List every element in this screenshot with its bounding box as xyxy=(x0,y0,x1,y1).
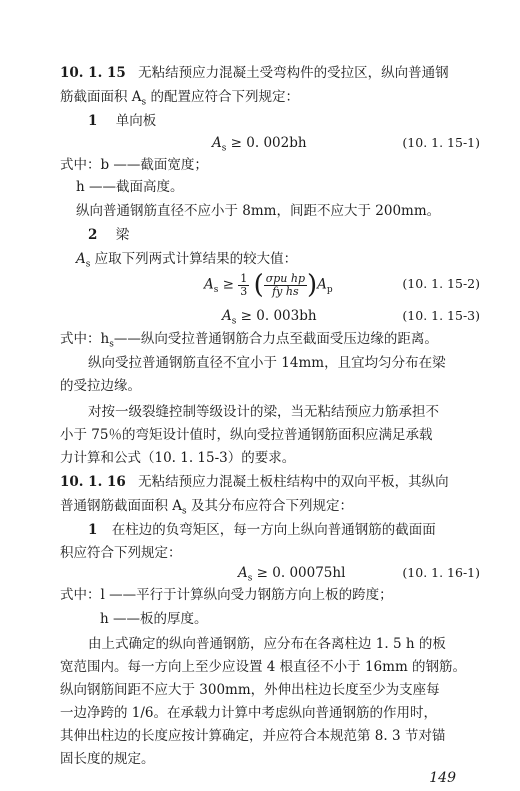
paragraph: 由上式确定的纵向普通钢筋，应分布在各离柱边 1. 5 h 的板 xyxy=(88,636,446,652)
formula-10-1-15-1: $A_s \ge 0$. 002bh xyxy=(212,135,307,154)
section-10-1-15-heading-cont: 筋截面面积 $A_s$ 的配置应符合下列规定： xyxy=(60,89,299,108)
where-h: h ——截面高度。 xyxy=(76,179,184,195)
where-hs: 式中：$h_s——$纵向受拉普通钢筋合力点至截面受压边缘的距离。 xyxy=(60,331,438,350)
paragraph-cont: 小于 75％的弯矩设计值时，纵向受拉普通钢筋面积应满足承载 xyxy=(60,427,433,443)
item-1-slab: 1 单向板 xyxy=(88,113,157,129)
paragraph-cont: 的受拉边缘。 xyxy=(60,378,141,394)
paragraph-cont: 其伸出柱边的长度应按计算确定，并应符合本规范第 8. 3 节对锚 xyxy=(60,728,446,744)
item-1-column-zone-cont: 积应符合下列规定： xyxy=(60,545,182,561)
eq-number: (10. 1. 15-2) xyxy=(402,276,480,291)
formula-10-1-16-1: $A_s \ge 0$. 00075hl xyxy=(238,565,346,584)
eq-number: (10. 1. 15-1) xyxy=(402,135,480,150)
eq-number: (10. 1. 16-1) xyxy=(402,565,480,580)
paragraph-cont: 固长度的规定。 xyxy=(60,751,155,767)
section-10-1-16-heading: 10. 1. 16 无粘结预应力混凝土板柱结构中的双向平板，其纵向 xyxy=(60,474,449,490)
where-b: 式中：b ——截面宽度； xyxy=(60,157,208,173)
page-number: 149 xyxy=(429,770,456,786)
where-h: h ——板的厚度。 xyxy=(100,611,208,627)
paragraph-cont: 纵向钢筋间距不应大于 300mm，外伸出柱边长度至少为支座每 xyxy=(60,682,440,698)
paragraph: 纵向受拉普通钢筋直径不宜小于 14mm，且宜均匀分布在梁 xyxy=(88,355,446,371)
section-10-1-15-heading: 10. 1. 15 无粘结预应力混凝土受弯构件的受拉区，纵向普通钢 xyxy=(60,65,449,81)
paragraph-cont: 力计算和公式（10. 1. 15-3）的要求。 xyxy=(60,450,296,466)
formula-10-1-15-3: $A_s \ge 0$. 003bh xyxy=(222,308,317,327)
item-2-beam: 2 梁 xyxy=(88,227,130,243)
eq-number: (10. 1. 15-3) xyxy=(402,308,480,323)
fraction-one-third: $\frac{1}{3}$ xyxy=(240,271,248,298)
paragraph-cont: 一边净跨的 1/6。在承载力计算中考虑纵向普通钢筋的作用时， xyxy=(60,705,438,721)
paragraph: 对按一级裂缝控制等级设计的梁，当无粘结预应力筋承担不 xyxy=(88,404,439,420)
fraction-stress-ratio: $\frac{\text{σpu hp}}{\text{fy hs}}$ xyxy=(265,271,305,298)
formula-10-1-15-2: $A_s$ ≥ $\frac{1}{3}$ ( $\frac{\text{σpu hp}}{\text{fy hs}}$ )$A_p$ xyxy=(204,270,333,300)
item-1-column-zone: 1 在柱边的负弯矩区，每一方向上纵向普通钢筋的截面面 xyxy=(88,522,436,538)
paragraph: $A_s$ 应取下列两式计算结果的较大值： xyxy=(76,251,298,270)
paragraph: 纵向普通钢筋直径不应小于 8mm，间距不应大于 200mm。 xyxy=(76,203,441,219)
section-10-1-16-heading-cont: 普通钢筋截面面积 $A_s$ 及其分布应符合下列规定： xyxy=(60,498,353,517)
where-l: 式中：l ——平行于计算纵向受力钢筋方向上板的跨度； xyxy=(60,587,393,603)
paragraph-cont: 宽范围内。每一方向上至少应设置 4 根直径不小于 16mm 的钢筋。 xyxy=(60,659,467,675)
